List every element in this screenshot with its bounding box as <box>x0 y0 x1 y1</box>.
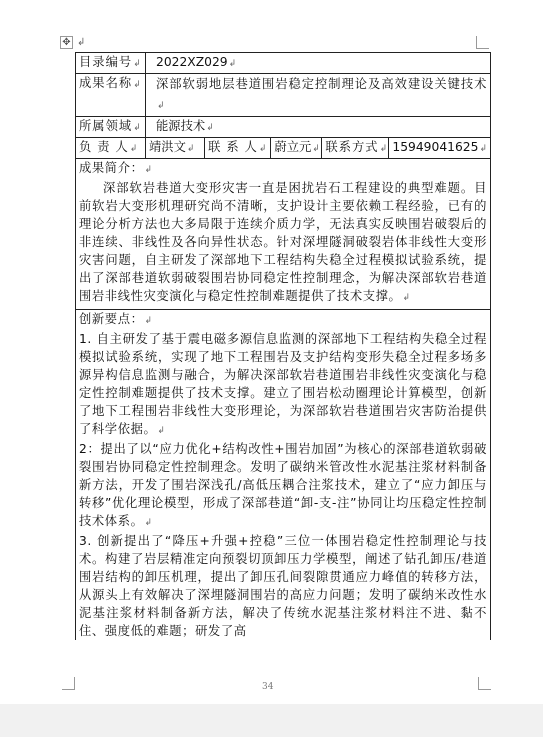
contact-value[interactable]: 蔚立元↲ <box>271 138 322 158</box>
table-row <box>76 117 491 138</box>
phone-label[interactable]: 联系方式↲ <box>322 138 389 158</box>
margin-corner-mark-top-right <box>476 36 489 49</box>
catalog-value[interactable]: 2022XZ029↲ <box>146 53 491 74</box>
summary-heading: 成果简介：↲ <box>79 161 153 175</box>
achievement-table <box>75 52 491 640</box>
table-row <box>76 138 491 159</box>
table-row <box>76 310 491 641</box>
table-move-handle-icon[interactable]: ✥ <box>60 36 73 49</box>
phone-value[interactable]: 15949041625↲ <box>392 140 487 154</box>
contact-label[interactable]: 联 系 人↲ <box>205 138 271 158</box>
table-row <box>76 159 491 310</box>
table-row <box>76 74 491 117</box>
catalog-label[interactable]: 目录编号↲ <box>76 53 146 74</box>
table-row <box>76 53 491 74</box>
field-label[interactable]: 所属领域↲ <box>76 117 146 138</box>
summary-cell[interactable] <box>76 159 491 310</box>
leader-value[interactable]: 靖洪文↲ <box>146 138 205 158</box>
margin-corner-mark-bottom-right <box>478 677 491 690</box>
name-label[interactable]: 成果名称↲ <box>76 74 146 117</box>
innovation-point-3: 3. 创新提出了“降压+升强+控稳”三位一体围岩稳定性控制理论与技术。构建了岩层精准定向预裂切顶卸压力学模型，阐述了钻孔卸压/巷道围岩结构的卸压机理，提出了卸压孔间裂隙贯通应力峰值的转移方法，从源头上有效解决了深埋隧洞围岩的高应力问题；发明了碳纳米改性水泥基注浆材料制备新方法，解决了传统水泥基注浆材料注不进、黏不住、强度低的难题；研发了高 <box>79 534 487 638</box>
name-value[interactable]: 深部软弱地层巷道围岩稳定控制理论及高效建设关键技术↲ <box>146 74 491 117</box>
margin-corner-mark-bottom-left <box>62 677 75 690</box>
page-gap <box>0 704 543 737</box>
contact-row <box>146 138 491 159</box>
leader-label[interactable]: 负 责 人↲ <box>76 138 146 159</box>
summary-text: 深部软岩巷道大变形灾害一直是困扰岩石工程建设的典型难题。目前软岩大变形机理研究尚不清晰，支护设计主要依赖工程经验，已有的理论分析方法也大多局限于连续介质力学，无法真实反映围岩破裂后的非连续、非线性及各向异性状态。针对深埋隧洞破裂岩体非线性大变形灾害问题，自主研发了深部地下工程结构失稳全过程模拟试验系统，提出了深部巷道软弱破裂围岩协同稳定性控制理念，为解决深部软岩巷道围岩非线性灾变演化与稳定性控制难题提供了技术支撑。↲ <box>79 181 487 303</box>
paragraph-mark-icon: ↲ <box>77 37 86 48</box>
field-value[interactable]: 能源技术↲ <box>146 117 491 138</box>
innovation-heading: 创新要点：↲ <box>79 312 153 326</box>
innovation-point-1: 1. 自主研发了基于震电磁多源信息监测的深部地下工程结构失稳全过程模拟试验系统，实现了地下工程围岩及支护结构变形失稳全过程多场多源异构信息监测与融合，为解决深部软岩巷道围岩非线性灾变演化与稳定性控制难题提供了技术支撑。建立了围岩松动圈理论计算模型，创新了地下工程围岩非线性大变形理论，为深部软岩巷道围岩灾害防治提供了科学依据。↲ <box>79 332 487 436</box>
innovation-point-2: 2：提出了以“应力优化+结构改性+围岩加固”为核心的深部巷道软弱破裂围岩协同稳定性控制理念。发明了碳纳米管改性水泥基注浆材料制备新方法，开发了围岩深浅孔/高低压耦合注浆技术，建立了“应力卸压与转移”优化理论模型，形成了深部巷道“卸-支-注”协同让均压稳定性控制技术体系。↲ <box>79 442 487 528</box>
page-number: 34 <box>262 682 274 692</box>
innovation-cell[interactable] <box>76 310 491 641</box>
